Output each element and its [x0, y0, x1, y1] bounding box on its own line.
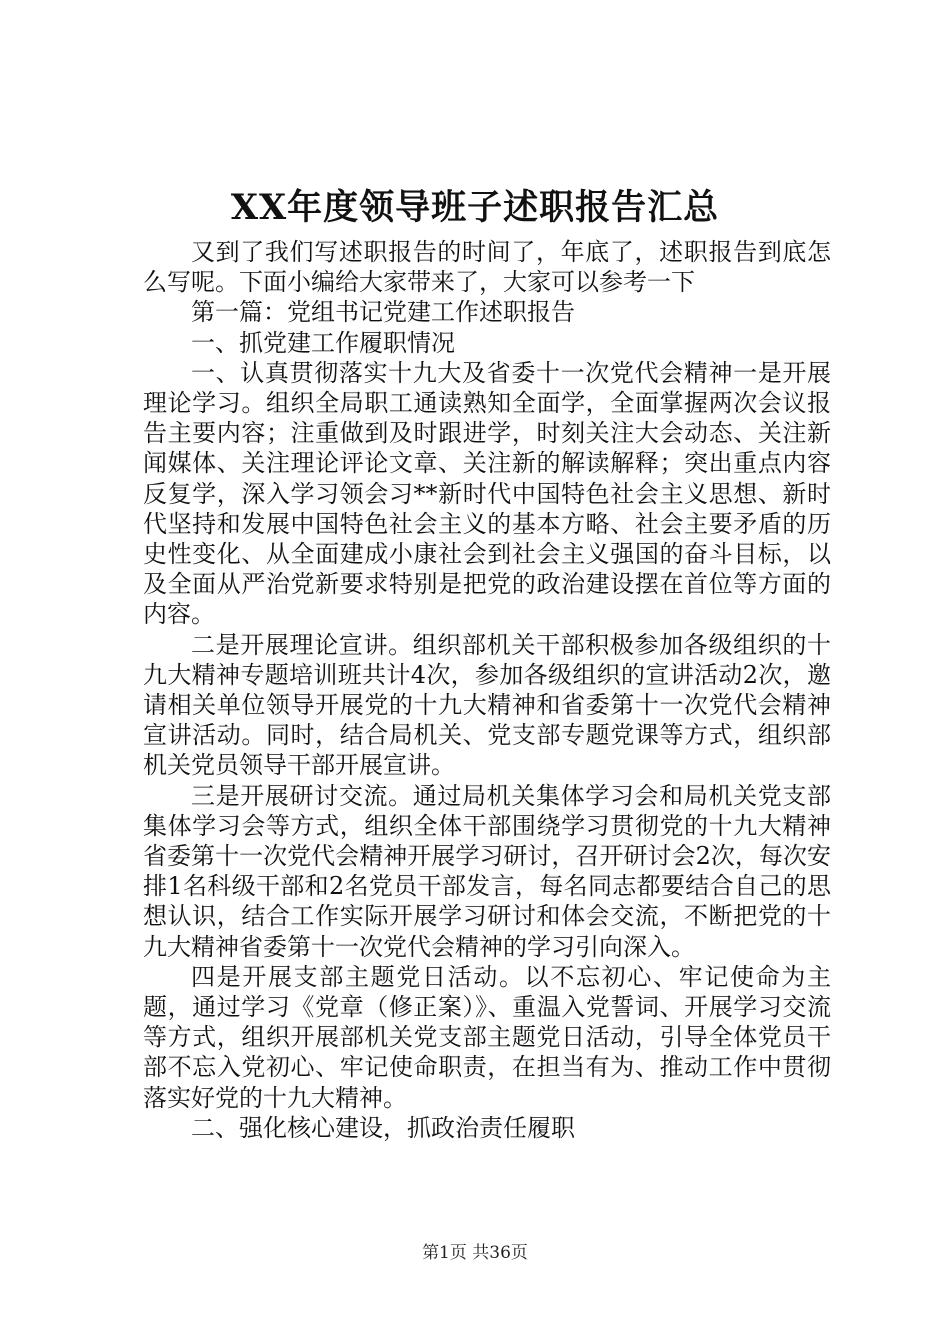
document-title: XX年度领导班子述职报告汇总 — [230, 187, 720, 228]
paragraph-heading-section-one: 一、抓党建工作履职情况 — [191, 328, 455, 357]
paragraph-intro: 又到了我们写述职报告的时间了，年底了，述职报告到底怎么写呢。下面小编给大家带来了，大家可以参考一下 — [143, 238, 831, 297]
page-number-footer: 第1页 共36页 — [422, 1243, 528, 1263]
paragraph-seminar-exchange: 三是开展研讨交流。通过局机关集体学习会和局机关党支部集体学习会等方式，组织全体干部围绕学习贯彻党的十九大精神省委第十一次党代会精神开展学习研讨，召开研讨会2次，每次安排1名科级干部和2名党员干部发言，每名同志都要结合自己的思想认识，结合工作实际开展学习研讨和体会交流，不断把党的十九大精神省委第十一次党代会精神的学习引向深入。 — [143, 781, 831, 961]
document-body — [143, 237, 831, 1143]
paragraph-party-day-activity: 四是开展支部主题党日活动。以不忘初心、牢记使命为主题，通过学习《党章（修正案）》、重温入党誓词、开展学习交流等方式，组织开展部机关党支部主题党日活动，引导全体党员干部不忘入党初心、牢记使命职责，在担当有为、推动工作中贯彻落实好党的十九大精神。 — [143, 962, 831, 1112]
paragraph-theory-lecture: 二是开展理论宣讲。组织部机关干部积极参加各级组织的十九大精神专题培训班共计4次，参加各级组织的宣讲活动2次，邀请相关单位领导开展党的十九大精神和省委第十一次党代会精神宣讲活动。同时，结合局机关、党支部专题党课等方式，组织部机关党员领导干部开展宣讲。 — [143, 630, 831, 780]
paragraph-heading-section-two: 二、强化核心建设，抓政治责任履职 — [191, 1113, 575, 1142]
paragraph-heading-part-one: 第一篇：党组书记党建工作述职报告 — [191, 298, 575, 327]
paragraph-theory-study: 一、认真贯彻落实十九大及省委十一次党代会精神一是开展理论学习。组织全局职工通读熟知全面学，全面掌握两次会议报告主要内容；注重做到及时跟进学，时刻关注大会动态、关注新闻媒体、关注理论评论文章、关注新的解读解释；突出重点内容反复学，深入学习领会习**新时代中国特色社会主义思想、新时代坚持和发展中国特色社会主义的基本方略、社会主要矛盾的历史性变化、从全面建成小康社会到社会主义强国的奋斗目标，以及全面从严治党新要求特别是把党的政治建设摆在首位等方面的内容。 — [143, 358, 831, 629]
